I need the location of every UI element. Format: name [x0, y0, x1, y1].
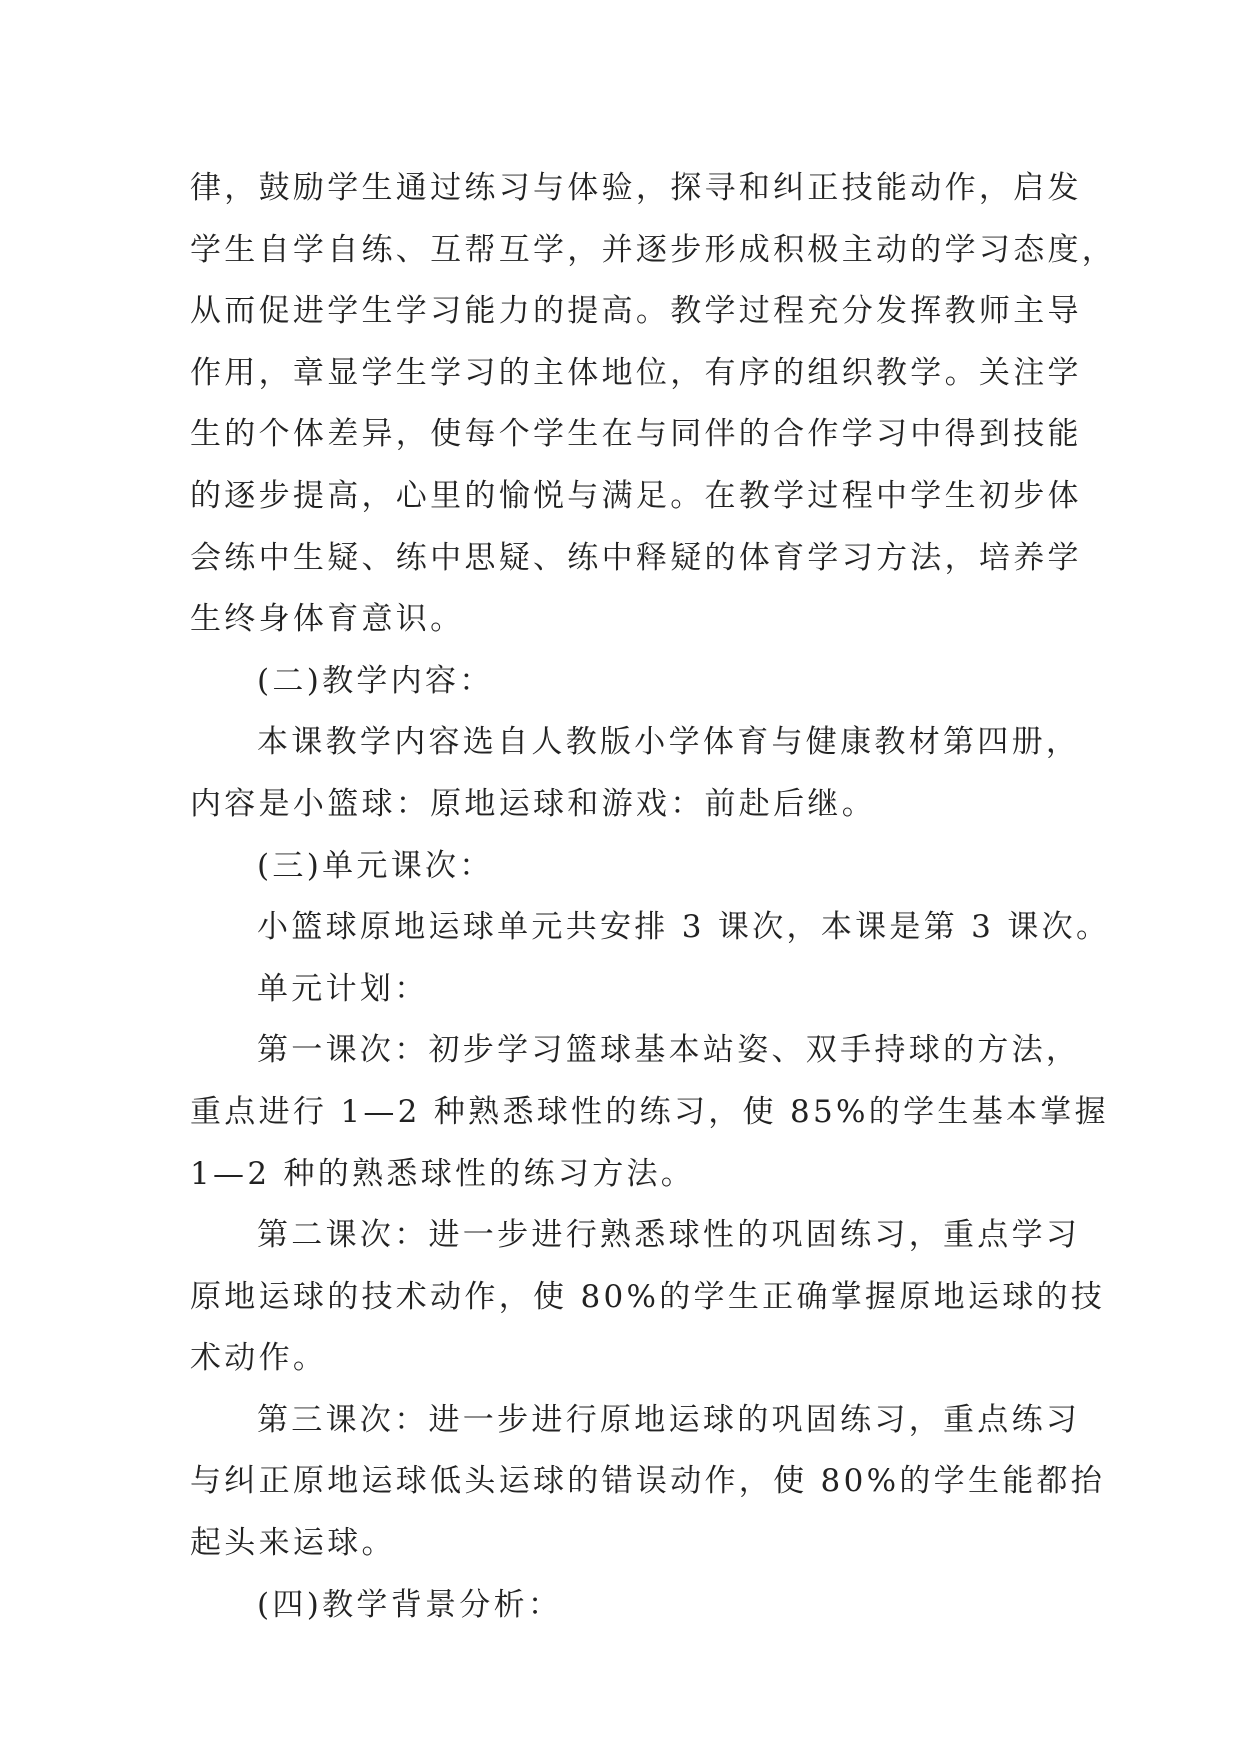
text-line: 会练中生疑、练中思疑、练中释疑的体育学习方法，培养学 — [190, 539, 1082, 576]
paragraph-unit-plan-label — [190, 959, 1070, 1021]
text-line: 起头来运球。 — [190, 1525, 396, 1562]
text-line: 生终身体育意识。 — [190, 601, 465, 638]
paragraph-lesson-two — [190, 1205, 1106, 1390]
heading-line: (二)教学内容： — [257, 662, 494, 699]
paragraph-teaching-content — [190, 712, 1081, 835]
section-heading-teaching-content — [190, 651, 1070, 713]
text-line: 从而促进学生学习能力的提高。教学过程充分发挥教师主导 — [190, 293, 1082, 330]
section-heading-unit-lessons — [190, 836, 1070, 898]
heading-line: (四)教学背景分析： — [257, 1586, 563, 1623]
text-line: 本课教学内容选自人教版小学体育与健康教材第四册， — [257, 724, 1081, 761]
text-line: 与纠正原地运球低头运球的错误动作，使 80%的学生能都抬 — [190, 1463, 1106, 1500]
text-line: 作用，章显学生学习的主体地位，有序的组织教学。关注学 — [190, 354, 1082, 391]
text-line: 第三课次：进一步进行原地运球的巩固练习，重点练习 — [257, 1401, 1081, 1438]
section-heading-background-analysis — [190, 1575, 1070, 1637]
text-line: 术动作。 — [190, 1340, 328, 1377]
text-line: 律，鼓励学生通过练习与体验，探寻和纠正技能动作，启发 — [190, 170, 1082, 206]
document-body — [190, 158, 1117, 1636]
text-line: 第一课次：初步学习篮球基本站姿、双手持球的方法， — [257, 1032, 1081, 1069]
paragraph-unit-lessons — [190, 897, 1111, 959]
text-line: 重点进行 1—2 种熟悉球性的练习，使 85%的学生基本掌握 — [190, 1093, 1109, 1130]
text-line: 原地运球的技术动作，使 80%的学生正确掌握原地运球的技 — [190, 1278, 1106, 1315]
text-line: 单元计划： — [257, 970, 429, 1007]
heading-line: (三)单元课次： — [257, 847, 494, 884]
text-line: 小篮球原地运球单元共安排 3 课次，本课是第 3 课次。 — [257, 909, 1111, 946]
text-line: 内容是小篮球：原地运球和游戏：前赴后继。 — [190, 785, 876, 822]
text-line: 1—2 种的熟悉球性的练习方法。 — [190, 1155, 696, 1192]
paragraph-lesson-one — [190, 1020, 1109, 1205]
text-line: 第二课次：进一步进行熟悉球性的巩固练习，重点学习 — [257, 1217, 1081, 1254]
paragraph-learning-approach — [190, 158, 1117, 651]
text-line: 生的个体差异，使每个学生在与同伴的合作学习中得到技能 — [190, 416, 1082, 453]
paragraph-lesson-three — [190, 1390, 1106, 1575]
text-line: 学生自学自练、互帮互学，并逐步形成积极主动的学习态度， — [190, 231, 1117, 268]
text-line: 的逐步提高，心里的愉悦与满足。在教学过程中学生初步体 — [190, 477, 1082, 514]
